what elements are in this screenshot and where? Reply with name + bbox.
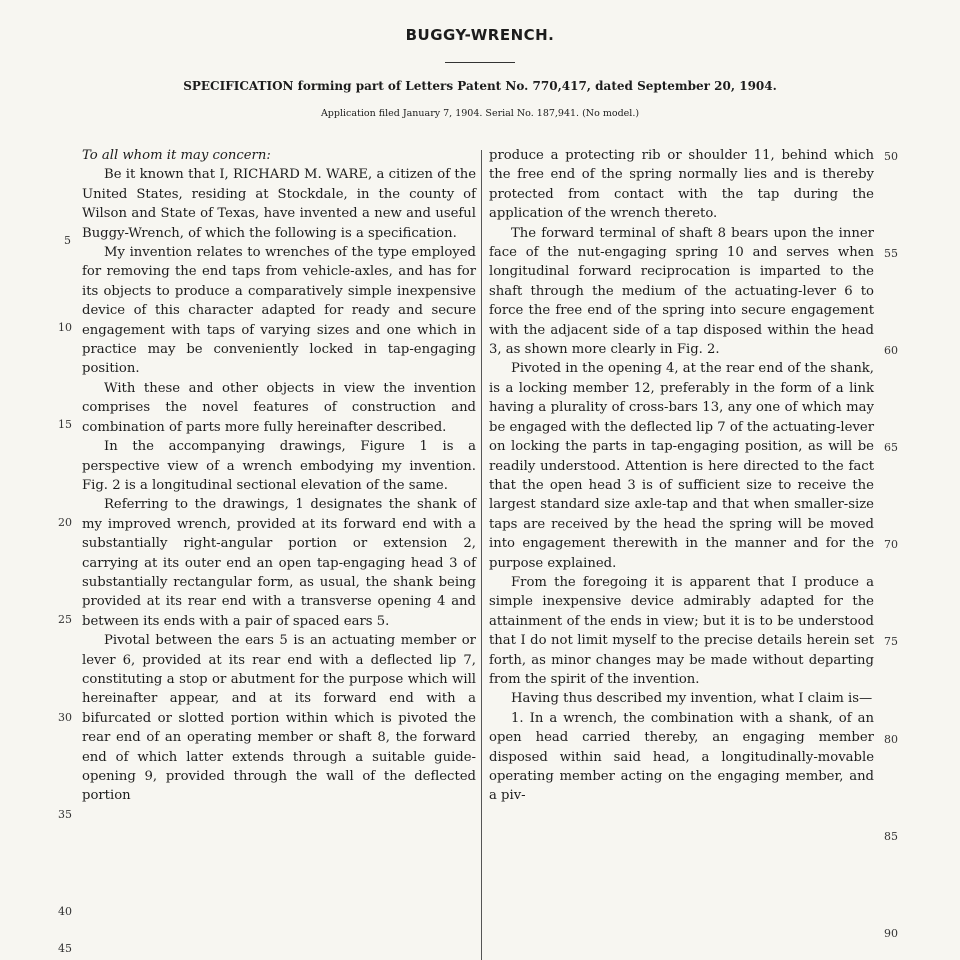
paragraph: Pivoted in the opening 4, at the rear end of the shank, is a locking member 12, preferably in the form of a link having a plurality of cross-bars 13, any one of which may be engaged with the deflected lip 7 of the actuating-lever on locking the parts in tap-engaging position, as will be readily understood. Attention is here directed to the fact that the open head 3 is of sufficient size to receive the largest standard size axle-tap and that when smaller-size taps are received by the head the spring will be moved into engagement therewith in the manner and for the purpose explained.: [489, 361, 875, 571]
paragraph: My invention relates to wrenches of the type employed for removing the end taps from vehicle-axles, and has for its objects to produce a comparatively simple inexpensive device of this character adapted for ready and secure engagement with taps of varying sizes and one which in practice may be conveniently locked in tap-engaging position.: [82, 245, 476, 377]
paragraph: Having thus described my invention, what I claim is—: [511, 691, 873, 707]
line-number: 20: [58, 516, 72, 529]
salutation: To all whom it may concern:: [82, 148, 271, 163]
line-number: 40: [58, 905, 72, 918]
line-number: 80: [884, 733, 898, 746]
paragraph: 1. In a wrench, the combination with a shank, of an open head carried thereby, an engaging member disposed within said head, a longitudinally-movable operating member acting on the engaging member, and a piv-: [489, 710, 874, 804]
line-number: 70: [884, 538, 898, 551]
paragraph: With these and other objects in view the invention comprises the novel features of construction and combination of parts more fully hereinafter described.: [82, 380, 476, 435]
paragraph: From the foregoing it is apparent that I produce a simple inexpensive device admirably adapted for the attainment of the ends in view; but it is to be understood that I do not limit myself to the precise details herein set forth, as minor changes may be made without departing from the spirit of the invention.: [489, 574, 874, 687]
paragraph: The forward terminal of shaft 8 bears upon the inner face of the nut-engaging spring 10 and serves when longitudinal forward reciprocation is imparted to the shaft through the medium of the actuating-lever 6 to force the free end of the spring into secure engagement with the adjacent side of a tap disposed within the head 3, as shown more clearly in Fig. 2.: [489, 225, 874, 358]
line-number: 15: [58, 418, 72, 431]
specification-line: SPECIFICATION forming part of Letters Patent No. 770,417, dated September 20, 1904.: [183, 79, 777, 93]
patent-title: BUGGY-WRENCH.: [405, 26, 555, 44]
title-rule: [445, 62, 515, 63]
paragraph: In the accompanying drawings, Figure 1 is a perspective view of a wrench embodying my invention. Fig. 2 is a longitudinal sectional elevation of the same.: [82, 439, 476, 493]
line-number: 75: [884, 635, 898, 648]
line-number: 35: [58, 808, 72, 821]
line-number: 50: [884, 150, 898, 163]
line-number: 55: [884, 247, 898, 260]
right-column: [489, 146, 874, 806]
line-number: 10: [58, 321, 72, 334]
left-column: [82, 146, 476, 806]
line-number: 90: [884, 927, 898, 940]
line-number: 65: [884, 441, 898, 454]
column-divider: [481, 150, 482, 960]
paragraph: Be it known that I, RICHARD M. WARE, a citizen of the United States, residing at Stockdale, in the county of Wilson and State of Texas, have invented a new and useful Buggy-Wrench, of which the following is a specification.: [82, 167, 476, 241]
line-number: 60: [884, 344, 898, 357]
paragraph: produce a protecting rib or shoulder 11, behind which the free end of the spring normally lies and is thereby protected from contact with the tap during the application of the wrench thereto.: [489, 148, 874, 222]
paragraph: Referring to the drawings, 1 designates the shank of my improved wrench, provided at its forward end with a substantially right-angular portion or extension 2, carrying at its outer end an open tap-engaging head 3 of substantially rectangular form, as usual, the shank being provided at its rear end with a transverse opening 4 and between its ends with a pair of spaced ears 5.: [82, 497, 476, 629]
line-number: 45: [58, 942, 72, 955]
application-line: Application filed January 7, 1904. Serial No. 187,941. (No model.): [320, 108, 640, 119]
line-number: 85: [884, 830, 898, 843]
line-number: 30: [58, 711, 72, 724]
paragraph: Pivotal between the ears 5 is an actuating member or lever 6, provided at its rear end with a deflected lip 7, constituting a stop or abutment for the purpose which will hereinafter appear, and at its forward end with a bifurcated or slotted portion within which is pivoted the rear end of an operating member or shaft 8, the forward end of which latter extends through a suitable guide-opening 9, provided through the wall of the deflected portion: [82, 633, 476, 804]
line-number: 25: [58, 613, 72, 626]
line-number: 5: [64, 234, 71, 247]
